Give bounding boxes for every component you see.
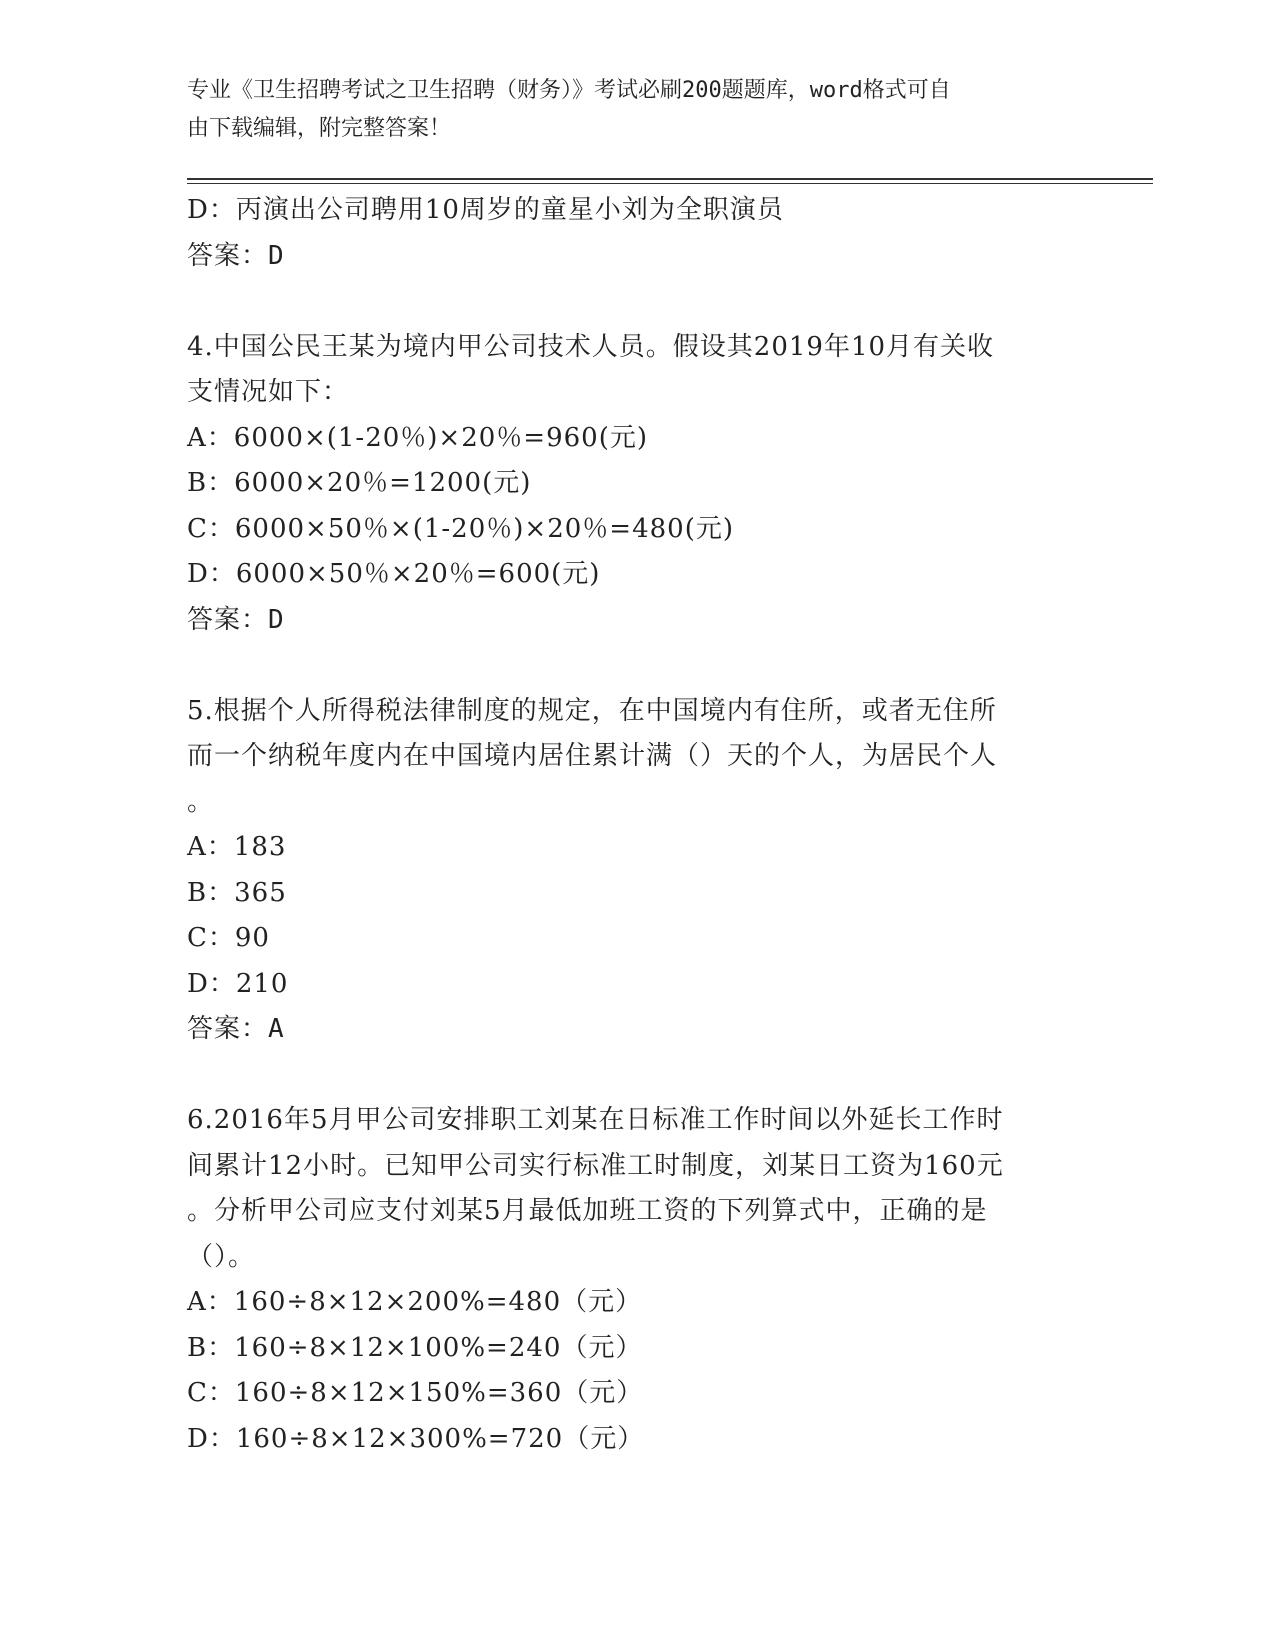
header-line-1: 专业《卫生招聘考试之卫生招聘（财务）》考试必刷200题题库，word格式可自 bbox=[187, 78, 951, 103]
q4-option-d: D：6000×50％×20％=600(元) bbox=[187, 559, 601, 589]
spacer bbox=[187, 1053, 1087, 1099]
spacer bbox=[187, 643, 1087, 689]
q5-option-c: C：90 bbox=[187, 923, 270, 953]
q6-stem-line-1: 6.2016年5月甲公司安排职工刘某在日标准工作时间以外延长工作时 bbox=[187, 1105, 1004, 1135]
q5-option-a: A：183 bbox=[187, 832, 287, 862]
document-body bbox=[187, 188, 1087, 1462]
question-3-tail bbox=[187, 188, 1087, 279]
q5-stem-line-2: 而一个纳税年度内在中国境内居住累计满（）天的个人，为居民个人 bbox=[187, 741, 998, 771]
q6-option-b: B：160÷8×12×100%=240（元） bbox=[187, 1332, 643, 1363]
q5-option-b: B：365 bbox=[187, 877, 287, 908]
q4-option-a: A：6000×(1-20％)×20％=960(元) bbox=[187, 422, 648, 453]
q6-stem-line-2: 间累计12小时。已知甲公司实行标准工时制度，刘某日工资为160元 bbox=[187, 1150, 1004, 1181]
q6-stem-line-4: （）。 bbox=[187, 1241, 256, 1272]
header-line-2: 由下载编辑，附完整答案！ bbox=[187, 116, 452, 141]
q3-answer: 答案：D bbox=[187, 240, 285, 271]
q4-option-c: C：6000×50％×(1-20％)×20％=480(元) bbox=[187, 513, 734, 544]
q4-answer: 答案：D bbox=[187, 604, 285, 635]
header-rule-thin bbox=[187, 183, 1153, 184]
page-header bbox=[187, 72, 1067, 148]
q4-stem-line-2: 支情况如下： bbox=[187, 377, 350, 407]
header-rule-thick bbox=[187, 178, 1153, 180]
q6-option-d: D：160÷8×12×300%=720（元） bbox=[187, 1423, 645, 1454]
question-4 bbox=[187, 325, 1087, 644]
q5-stem-line-3: 。 bbox=[187, 786, 215, 817]
q6-option-c: C：160÷8×12×150%=360（元） bbox=[187, 1378, 644, 1408]
q3-option-d: D：丙演出公司聘用10周岁的童星小刘为全职演员 bbox=[187, 195, 784, 225]
q5-stem-line-1: 5.根据个人所得税法律制度的规定，在中国境内有住所，或者无住所 bbox=[187, 695, 997, 726]
q6-option-a: A：160÷8×12×200%=480（元） bbox=[187, 1287, 643, 1317]
q4-stem-line-1: 4.中国公民王某为境内甲公司技术人员。假设其2019年10月有关收 bbox=[187, 331, 995, 362]
question-6 bbox=[187, 1098, 1087, 1462]
question-5 bbox=[187, 689, 1087, 1053]
q4-option-b: B：6000×20％=1200(元) bbox=[187, 468, 532, 498]
q5-option-d: D：210 bbox=[187, 968, 289, 999]
spacer bbox=[187, 279, 1087, 325]
q6-stem-line-3: 。分析甲公司应支付刘某5月最低加班工资的下列算式中，正确的是 bbox=[187, 1196, 988, 1226]
q5-answer: 答案：A bbox=[187, 1014, 285, 1044]
